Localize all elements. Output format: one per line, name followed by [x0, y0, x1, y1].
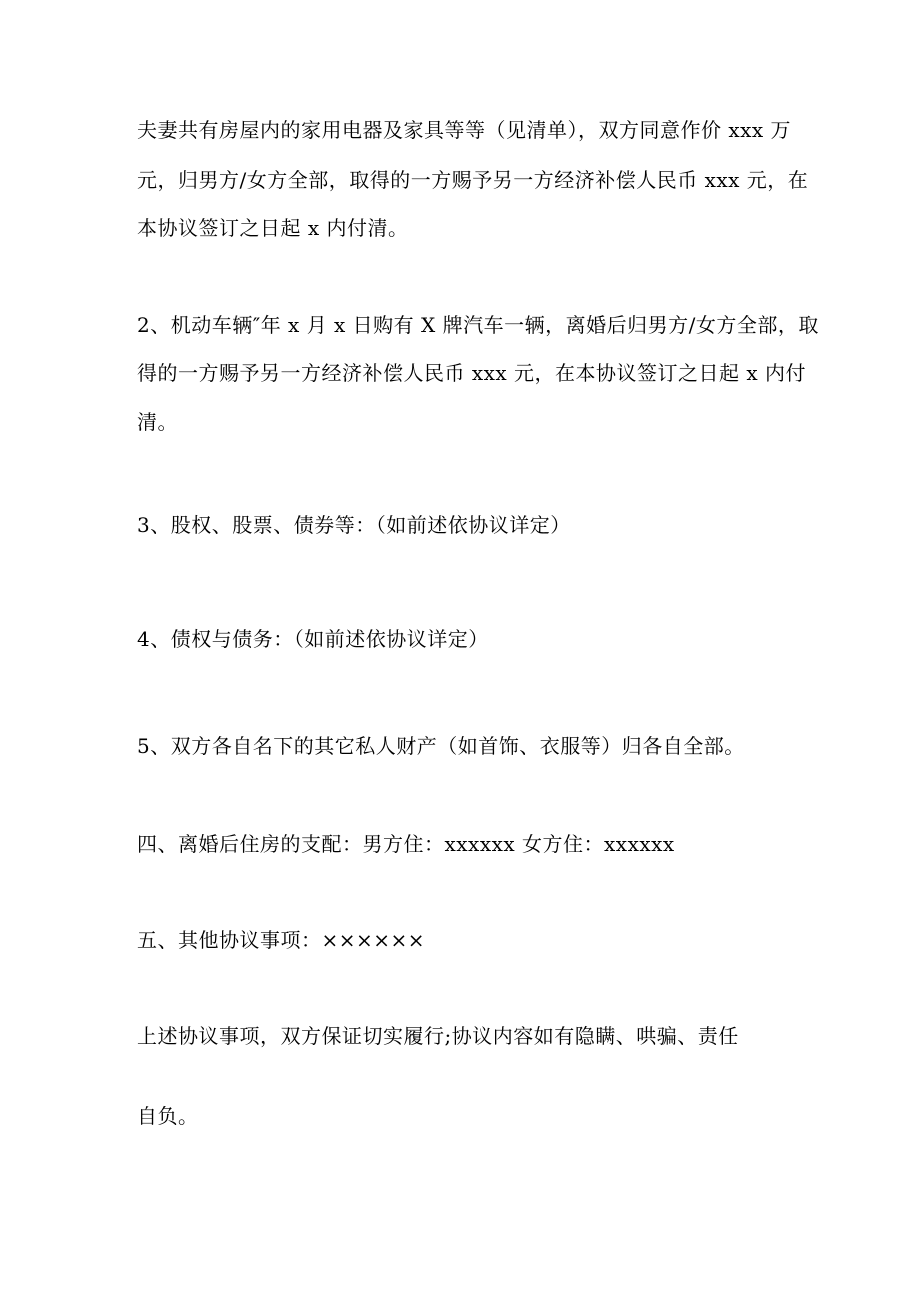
closing-line: 自负。 — [137, 1104, 199, 1128]
closing-line: 上述协议事项，双方保证切实履行;协议内容如有隐瞒、哄骗、责任 — [137, 1024, 739, 1048]
item-2-line: 得的一方赐予另一方经济补偿人民币 xxx 元，在本协议签订之日起 x 内付 — [137, 361, 807, 385]
section-5-line: 五、其他协议事项：×××××× — [137, 928, 426, 952]
item-2-line: 2、机动车辆″年 x 月 x 日购有 X 牌汽车一辆，离婚后归男方/女方全部，取 — [137, 313, 819, 337]
item-5-line: 5、双方各自名下的其它私人财产（如首饰、衣服等）归各自全部。 — [137, 734, 745, 758]
paragraph-line: 元，归男方/女方全部，取得的一方赐予另一方经济补偿人民币 xxx 元，在 — [137, 168, 809, 192]
item-4-line: 4、债权与债务：（如前述依协议详定） — [137, 627, 489, 651]
section-4-line: 四、离婚后住房的支配：男方住：xxxxxx 女方住：xxxxxx — [137, 832, 675, 856]
item-2-line: 清。 — [137, 410, 178, 434]
paragraph-line: 夫妻共有房屋内的家用电器及家具等等（见清单），双方同意作价 xxx 万 — [137, 118, 792, 142]
item-3-line: 3、股权、股票、债券等：（如前述依协议详定） — [137, 513, 571, 537]
paragraph-line: 本协议签订之日起 x 内付清。 — [137, 216, 409, 240]
